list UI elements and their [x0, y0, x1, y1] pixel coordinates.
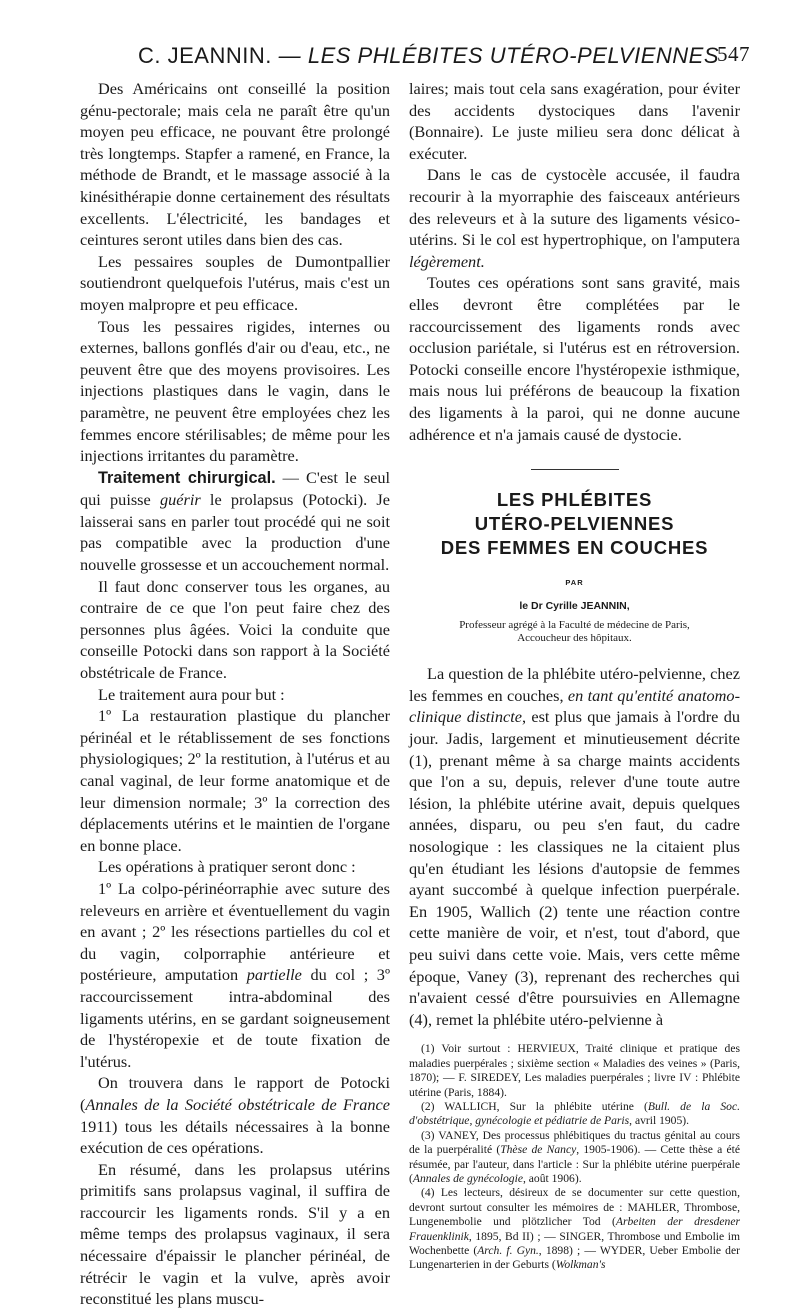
section-divider [531, 469, 619, 470]
byline-par: PAR [565, 578, 584, 588]
paragraph: Traitement chirurgical. — C'est le seul qui puisse guérir le prolapsus (Potocki). Je laisserai sans en parler tout procédé qui ne soit pas compatible avec la production d'une nouvelle grossesse et un accouchement normal. [80, 467, 390, 575]
author-affiliation: Professeur agrégé à la Faculté de médecine de Paris, Accoucheur des hôpitaux. [459, 619, 690, 645]
paragraph: Dans le cas de cystocèle accusée, il faudra recourir à la myorraphie des faisceaux antérieurs des releveurs et à la suture des ligaments vésico-utérins. Si le col est hypertrophique, on l'amputera légèrement. [409, 165, 740, 271]
article-author: le Dr Cyrille JEANNIN, [519, 599, 630, 612]
right-column [409, 78, 740, 1273]
footnotes [409, 1042, 740, 1273]
paragraph: 1º La restauration plastique du plancher périnéal et le rétablissement de ses fonctions physiologiques; 2º la restitution, à l'utérus et au canal vaginal, de leur forme anatomique et de leur dimension normale; 3º la correction des déplacements utérins et le maintien de l'organe en bonne place. [80, 706, 390, 855]
header-title: LES PHLÉBITES UTÉRO-PELVIENNES [307, 43, 719, 68]
paragraph: On trouvera dans le rapport de Potocki (Annales de la Société obstétricale de France 1911) tous les détails nécessaires à la bonne exécution de ces opérations. [80, 1073, 390, 1158]
page-number: 547 [717, 42, 750, 66]
header-separator: — [278, 43, 302, 68]
article-title: LES PHLÉBITES UTÉRO-PELVIENNES DES FEMMES EN COUCHES [440, 489, 709, 559]
paragraph: Tous les pessaires rigides, internes ou externes, ballons gonflés d'air ou d'eau, etc., ne peuvent être que des moyens provisoires. Les injections plastiques dans le vagin, dans le paramètre, ne peuvent être employées chez les femmes encore stérilisables; de même pour les injections irritantes du paramètre. [80, 316, 390, 466]
paragraph: La question de la phlébite utéro-pelvienne, chez les femmes en couches, en tant qu'entité anatomo-clinique distincte, est plus que jamais à l'ordre du jour. Jadis, largement et minutieusement décrite (1), prenant même à sa charge maints accidents que l'on a su, depuis, relever d'une toute autre lésion, la phlébite utérine avait, depuis quelques années, disparu, ou peu s'en faut, du cadre nosologique : les classiques ne la citaient plus qu'en étudiant les lésions d'autopsie de femmes ayant succombé à quelque infection puerpérale. En 1905, Wallich (2) tente une réaction contre cette manière de voir, et n'est, tout d'abord, que peu suivi dans cette voie. Mais, vers cette même époque, Vaney (3), reprenant des recherches qui n'avaient cessé d'être poursuivies en Allemagne (4), remet la phlébite utéro-pelvienne à [409, 664, 740, 1029]
paragraph: En résumé, dans les prolapsus utérins primitifs sans prolapsus vaginal, il suffira de raccourcir les ligaments ronds. S'il y a en même temps des prolapsus vaginaux, il sera nécessaire d'épaissir le plancher périnéal, de rétrécir le vagin et la vulve, après avoir reconstitué les plans muscu- [80, 1159, 390, 1309]
header-author: C. JEANNIN. [138, 43, 272, 68]
paragraph: Le traitement aura pour but : [98, 684, 285, 704]
footnote: (1) Voir surtout : HERVIEUX, Traité clinique et pratique des maladies puerpérales ; sixième section « Maladies des veines » (Paris, 1870); — F. SIREDEY, Les maladies puerpérales ; livre IV : Phlébite utérine (Paris, 1884). [409, 1042, 740, 1099]
footnote: (3) VANEY, Des processus phlébitiques du tractus génital au cours de la puerpéralité (Thèse de Nancy, 1905-1906). — Cette thèse a été résumée, par l'auteur, dans l'article : Sur la phlébite utérine puerpérale (Annales de gynécologie, août 1906). [409, 1128, 740, 1186]
paragraph: Des Américains ont conseillé la position génu-pectorale; mais cela ne paraît être qu'un moyen peu efficace, ne pouvant être prolongé très longtemps. Stapfer a ramené, en France, la méthode de Brandt, et le massage associé à la kinésithérapie donne certainement des résultats excellents. L'électricité, les bandages et ceintures seront utiles dans bien des cas. [80, 79, 390, 250]
paragraph: Les pessaires souples de Dumontpallier soutiendront quelquefois l'utérus, mais c'est un moyen malpropre et peu efficace. [80, 251, 390, 314]
footnote: (4) Les lecteurs, désireux de se documenter sur cette question, devront surtout consulter les mémoires de : MAHLER, Thrombose, Lungenembolie und plötzlicher Tod (Arbeiten der dresdener Frauenklinik, 1895, Bd II) ; — SINGER, Thrombose und Embolie im Wochenbette (Arch. f. Gyn., 1898) ; — WYDER, Ueber Embolie der Lungenarterien in der Geburts (Wolkman's [409, 1186, 740, 1272]
paragraph: Il faut donc conserver tous les organes, au contraire de ce que l'on peut faire chez des personnes plus âgées. Voici la conduite que conseille Potocki dans son rapport à la Société obstétricale de France. [80, 576, 390, 683]
paragraph: Toutes ces opérations sont sans gravité, mais elles devront être complétées par le raccourcissement des ligaments ronds avec occlusion pariétale, si l'utérus est en rétroversion. Potocki conseille encore l'hystéropexie isthmique, mais nous lui préférons de beaucoup la fixation des ligaments à la paroi, qui ne donne aucune adhérence et n'a jamais causé de dystocie. [409, 273, 740, 444]
footnote: (2) WALLICH, Sur la phlébite utérine (Bull. de la Soc. d'obstétrique, gynécologie et pédiatrie de Paris, avril 1905). [409, 1100, 740, 1128]
page-header [138, 42, 750, 76]
paragraph: laires; mais tout cela sans exagération, pour éviter des accidents dystociques dans l'avenir (Bonnaire). Le juste milieu sera donc délicat à exécuter. [409, 79, 740, 163]
paragraph: Les opérations à pratiquer seront donc : [98, 857, 356, 877]
section-heading: Traitement chirurgical. [98, 468, 276, 487]
left-column [80, 78, 390, 1310]
paragraph: 1º La colpo-périnéorraphie avec suture des releveurs en arrière et éventuellement du vagin en avant ; 2º les résections partielles du col et du vagin, colporraphie antérieure et postérieure, amputation partielle du col ; 3º raccourcissement intra-abdominal des ligaments utérins, en se gardant soigneusement de l'hystéropexie et de toute fixation de l'utérus. [80, 878, 390, 1071]
